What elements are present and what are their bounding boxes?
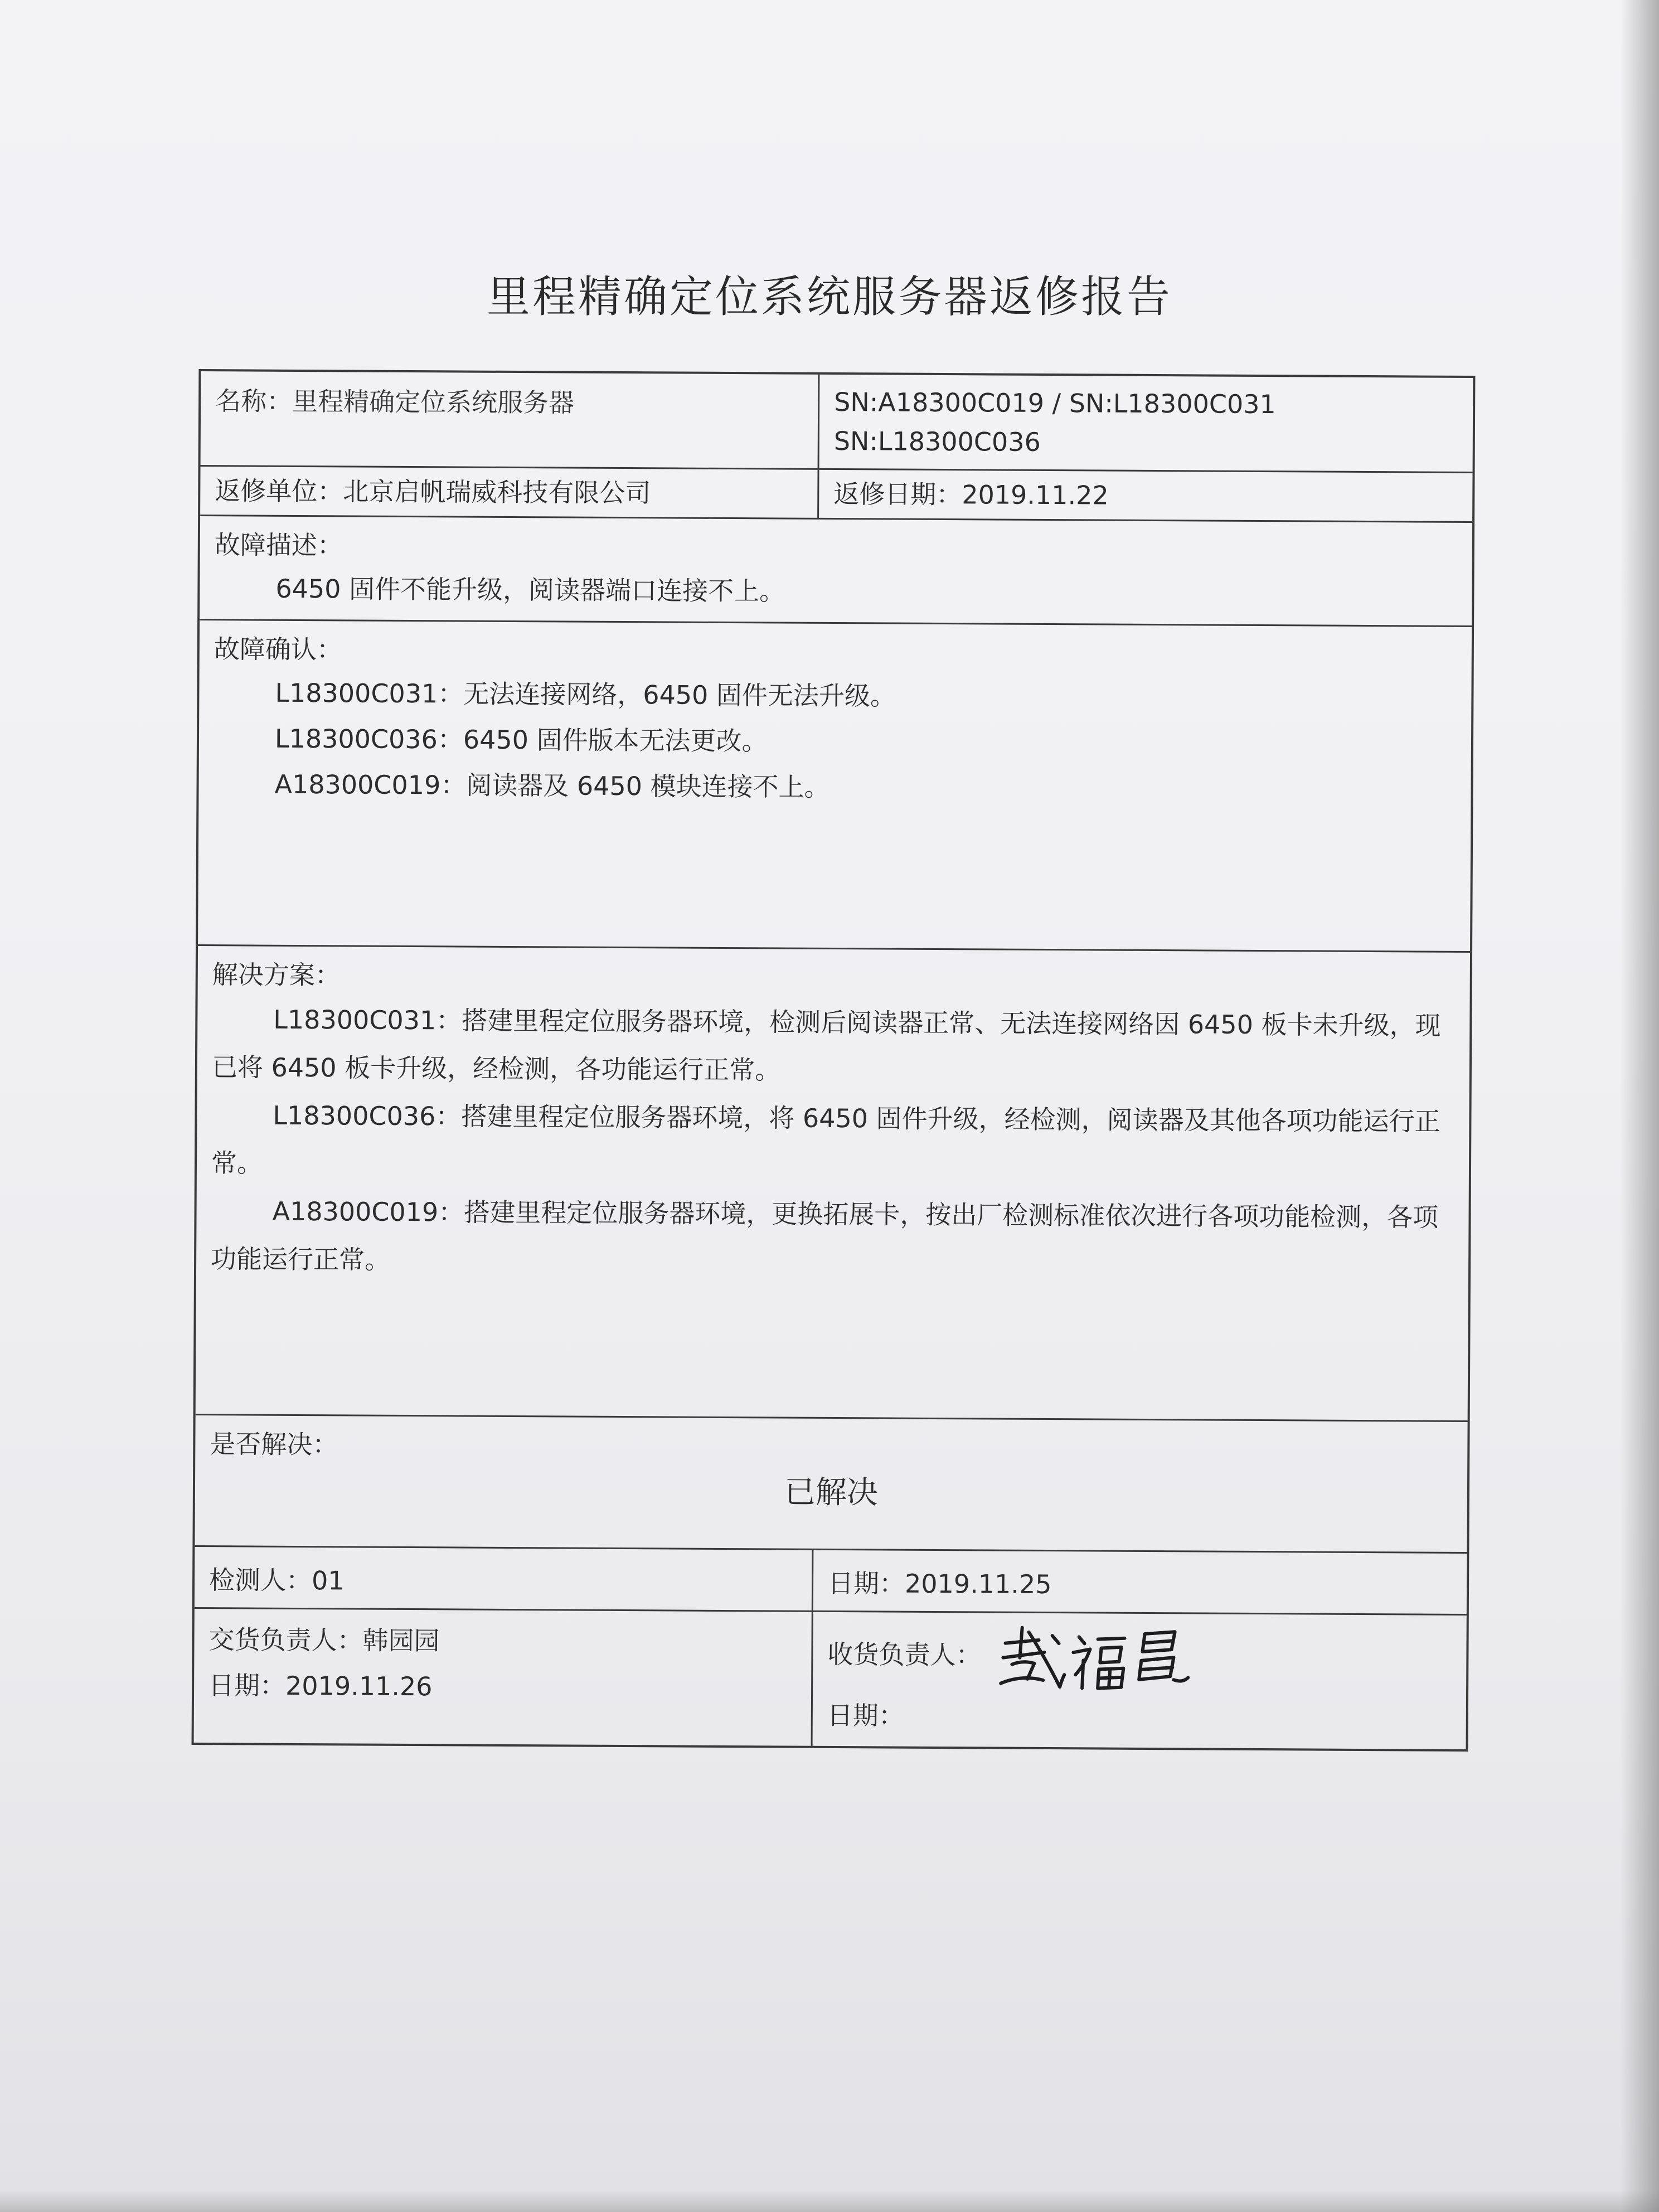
inspection-row	[195, 1547, 1467, 1616]
fault-confirmation-row	[198, 620, 1472, 953]
fault-confirmation-line: L18300C031：无法连接网络，6450 固件无法升级。	[275, 677, 896, 711]
solution-paragraph: L18300C031：搭建里程定位服务器环境，检测后阅读器正常、无法连接网络因 6450 板卡未升级，现已将 6450 板卡升级，经检测，各功能运行正常。	[211, 1004, 1441, 1085]
name-row	[201, 371, 1473, 473]
handwritten-signature	[995, 1621, 1196, 1695]
resolution-cell	[195, 1415, 1467, 1552]
receiver-label: 收货负责人：	[827, 1639, 982, 1670]
paper-bottom-shadow	[0, 2190, 1659, 2212]
repair-date-cell	[819, 470, 1472, 521]
serial-number-line: SN:L18300C036	[833, 425, 1041, 457]
serial-numbers-cell	[819, 375, 1473, 472]
fault-description-text: 6450 固件不能升级，阅读器端口连接不上。	[275, 573, 785, 607]
paper-edge-shadow	[1620, 0, 1659, 2212]
fault-confirmation-line: L18300C036：6450 固件版本无法更改。	[274, 723, 768, 756]
inspection-date-cell	[813, 1550, 1467, 1614]
solution-paragraph: L18300C036：搭建里程定位服务器环境，将 6450 固件升级，经检测，阅读器及其他各项功能运行正常。	[211, 1100, 1440, 1178]
delivery-row	[194, 1609, 1467, 1749]
deliverer-date: 日期：2019.11.26	[208, 1670, 433, 1702]
repair-report-table	[192, 369, 1476, 1752]
fault-confirmation-label: 故障确认：	[214, 634, 342, 665]
fault-description-row	[200, 516, 1472, 627]
repair-unit: 返修单位：北京启帆瑞威科技有限公司	[215, 476, 651, 508]
resolution-status: 已解决	[784, 1474, 879, 1511]
name-cell	[201, 371, 820, 468]
fault-confirmation-line: A18300C019：阅读器及 6450 模块连接不上。	[274, 769, 830, 802]
repair-date: 返修日期：2019.11.22	[833, 478, 1109, 511]
resolution-label: 是否解决：	[210, 1429, 338, 1460]
solution-paragraph: A18300C019：搭建里程定位服务器环境，更换拓展卡，按出厂检测标准依次进行各项功能检测，各项功能运行正常。	[210, 1196, 1439, 1275]
solution-cell	[196, 946, 1470, 1420]
repair-unit-cell	[200, 467, 819, 518]
fault-description-label: 故障描述：	[214, 530, 343, 561]
deliverer: 交货负责人：韩园园	[208, 1624, 440, 1656]
receiver-cell	[813, 1612, 1467, 1749]
solution-label: 解决方案：	[212, 959, 341, 991]
receiver-date: 日期：	[827, 1700, 904, 1731]
inspector-cell	[195, 1547, 814, 1611]
document-title: 里程精确定位系统服务器返修报告	[486, 272, 1172, 322]
solution-row	[196, 946, 1470, 1422]
fault-confirmation-cell	[198, 620, 1472, 951]
receiver-line	[827, 1620, 1452, 1696]
inspection-date: 日期：2019.11.25	[827, 1568, 1052, 1600]
serial-number-line: SN:A18300C019 / SN:L18300C031	[834, 386, 1276, 420]
fault-description-cell	[200, 516, 1472, 625]
resolution-row	[195, 1415, 1467, 1554]
device-name: 名称：里程精确定位系统服务器	[215, 386, 575, 418]
inspector: 检测人：01	[208, 1565, 345, 1596]
deliverer-cell	[194, 1609, 813, 1746]
repair-unit-row	[200, 467, 1472, 523]
